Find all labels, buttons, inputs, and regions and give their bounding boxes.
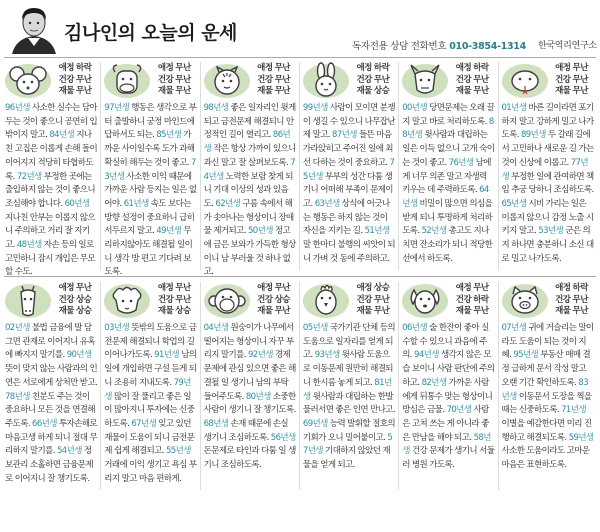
money-rating-value: 상승 — [76, 306, 92, 316]
money-rating — [352, 86, 398, 98]
birth-year: 64년생 — [402, 185, 489, 209]
fortune-sentence: 돈문제로 타인과 다툼 일 생기니 조심하도록. — [203, 446, 296, 471]
love-rating-label: 애정 — [157, 283, 174, 293]
fortune-sentence: 사람이 모이면 분쟁이 생길 수 있으니 나무잡난 제 말고. — [302, 103, 396, 141]
birth-year: 65년생 — [501, 198, 527, 209]
fortune-sentence: 많이 잘 풀리고 좋은 일이 많아지니 투자에는 신중하도록. — [104, 391, 195, 429]
fortune-text — [402, 102, 496, 268]
birth-year: 04년생 — [203, 323, 229, 333]
birth-year: 73년생 — [104, 157, 196, 182]
zodiac-snake-section — [499, 60, 597, 272]
health-rating-label: 건강 — [356, 294, 372, 305]
fortune-sentence: 뜻이 맞지 않는 사람과의 인연은 서로에게 상처만 받고. — [5, 364, 98, 388]
money-rating — [54, 86, 100, 98]
money-rating-value: 무난 — [76, 86, 92, 96]
birth-year: 71년생 — [561, 405, 586, 416]
health-rating-label: 건강 — [58, 294, 74, 305]
header-divider — [4, 57, 596, 58]
money-rating — [54, 306, 100, 318]
zodiac-dragon-section — [399, 60, 497, 272]
birth-year: 06년생 — [402, 323, 428, 333]
health-rating — [551, 295, 597, 307]
fortune-sentence: 속도 보다는 방향 설정이 중요하니 급히 서두르지 말고. — [104, 198, 195, 237]
birth-year: 07년생 — [501, 323, 527, 333]
birth-year: 81년생 — [302, 377, 392, 402]
fortune-sentence: 귀에 거슬리는 말이라도 도움이 되는 것이 지혜. — [501, 323, 594, 361]
health-rating — [451, 75, 497, 87]
fortune-sentence: 부부의 성간 다툼 생기니 어떠해 부족이 문제이고. — [302, 171, 393, 209]
health-rating-label: 건강 — [157, 74, 174, 85]
birth-year: 55년생 — [165, 446, 191, 457]
birth-year: 02년생 — [5, 323, 30, 333]
money-rating — [153, 86, 199, 98]
rabbit-icon — [302, 62, 350, 100]
money-rating-label: 재물 — [356, 86, 372, 96]
birth-year: 88년생 — [402, 116, 494, 141]
row-divider — [4, 276, 596, 277]
zodiac-monkey-section — [201, 280, 299, 492]
fortune-sentence: 남의 일에 개입하면 구설 듣게 되니 조용히 지내도록. — [104, 350, 197, 388]
health-rating — [253, 295, 299, 307]
birth-year: 74년생 — [203, 157, 296, 182]
fortune-sentence: 작은 항상 가까이 있으니 과신 말고 잘 살펴보도록. — [203, 144, 296, 168]
zodiac-pig-section — [499, 280, 597, 492]
money-rating — [451, 86, 497, 98]
fortune-sentence: 사소한 이익 때문에 가까운 사람 등지는 일은 없어야. — [104, 171, 197, 209]
money-rating-value: 무난 — [274, 86, 291, 96]
birth-year: 03년생 — [104, 323, 130, 333]
birth-year: 62년생 — [215, 198, 241, 209]
fortune-sentence: 사소한 실수는 담아두는 것이 좋으니 공연히 입 밖이지 말고. — [5, 103, 98, 141]
money-rating-value: 상승 — [175, 306, 191, 316]
zodiac-ox-section — [101, 60, 199, 278]
fortune-ratings — [451, 63, 497, 98]
love-rating-value: 무난 — [274, 283, 291, 293]
fortune-sentence: 부동산 매매 결정 급하게 문서 작성 말고 오랜 기간 확인하도록. — [501, 350, 591, 388]
love-rating-label: 애정 — [356, 63, 372, 73]
fortune-sentence: 사람은 고쳐 쓰는 게 아니라 좋은 만남을 해야 되고. — [402, 405, 489, 443]
fortune-sentence: 정고에 금은 보와가 가득한 형상이니 남 부러울 것 하나 없고. — [203, 226, 296, 278]
love-rating-label: 애정 — [58, 63, 74, 73]
fortune-sentence: 군은 의지 하나면 충분하니 소신 대로 밀고 나가도록. — [501, 226, 594, 264]
snake-icon — [501, 62, 549, 100]
money-rating-value: 무난 — [473, 306, 489, 316]
monkey-icon — [203, 282, 251, 320]
author-portrait — [8, 4, 60, 54]
birth-year: 91년생 — [154, 350, 180, 361]
birth-year: 66년생 — [32, 418, 57, 429]
health-rating — [54, 75, 100, 87]
love-rating — [153, 63, 199, 75]
birth-year: 05년생 — [302, 323, 328, 333]
birth-year: 86년생 — [203, 130, 291, 155]
money-rating — [153, 306, 199, 318]
love-rating-value: 하락 — [76, 63, 92, 73]
health-rating-label: 건강 — [58, 74, 74, 85]
fortune-ratings — [54, 63, 100, 98]
page-header — [0, 0, 600, 56]
fortune-text — [303, 102, 397, 268]
fortune-text — [502, 102, 596, 268]
fortune-sentence: 지나친 안부는 이롭지 않으니 주의하고 거리 잘 지키고. — [5, 212, 96, 251]
ox-icon — [103, 62, 151, 100]
zodiac-tiger-section — [201, 60, 299, 278]
health-rating-value: 무난 — [175, 74, 191, 85]
money-rating-label: 재물 — [157, 306, 174, 316]
fortune-sentence: 총고도 지나치면 잔소리가 되니 적당한 선에서 하도록. — [402, 226, 493, 264]
love-rating — [451, 283, 497, 295]
birth-year: 59년생 — [568, 432, 594, 443]
source-credit: 한국역리연구소 — [538, 41, 597, 51]
fortune-sentence: 바른 길이라면 포기하지 말고 강하게 밀고 나가도록. — [501, 103, 594, 141]
love-rating — [253, 283, 299, 295]
health-rating — [153, 75, 199, 87]
column-divider — [200, 282, 201, 490]
fortune-ratings — [551, 63, 597, 98]
health-rating-value: 무난 — [373, 294, 390, 305]
money-rating — [551, 306, 597, 318]
health-rating — [54, 295, 100, 307]
fortune-ratings — [352, 283, 398, 318]
love-rating-value: 무난 — [175, 283, 191, 293]
fortune-text — [104, 102, 198, 278]
fortune-sentence: 부정한 일에 관여하면 책임 추궁 당하니 조심하도록. — [501, 171, 594, 196]
fortune-sentence: 정보관리 소홀하면 금융문제로 이어지니 잘 챙기도록. — [5, 446, 93, 484]
love-rating-label: 애정 — [356, 283, 372, 293]
money-rating-value: 상승 — [373, 86, 390, 96]
fortune-sentence: 좋은 일자리인 윗게 되고 금전문제 해결되니 안정적인 길이 열리고. — [203, 103, 296, 141]
rooster-icon — [302, 282, 350, 320]
column-divider — [100, 282, 101, 490]
page-title: 김나인의 오늘의 운세 — [64, 22, 237, 44]
fortune-text — [204, 322, 298, 488]
fortune-sentence: 행동은 생각으로 부터 출발하니 궁정 마인드에 답하셔도 되는. — [104, 103, 197, 141]
fortune-sentence: 당면문제는 오래 끌지 말고 바로 처리하도록. — [402, 103, 495, 127]
love-rating-label: 애정 — [58, 283, 74, 293]
fortune-sentence: 구름 속에서 해가 솟아나는 형상이니 장애물 제거되고. — [203, 198, 294, 237]
fortune-text — [303, 322, 397, 488]
fortune-sentence: 뜻밖의 도움으로 금전문제 해결되니 학업의 길 이어나가도록. — [104, 323, 197, 361]
birth-year: 52년생 — [421, 226, 447, 237]
health-rating — [352, 295, 398, 307]
birth-year: 99년생 — [302, 103, 328, 113]
column-divider — [498, 282, 499, 490]
health-rating-value: 무난 — [373, 74, 390, 85]
birth-year: 96년생 — [5, 103, 30, 113]
column-divider — [398, 282, 399, 490]
health-rating-value: 무난 — [274, 74, 291, 85]
love-rating-value: 상승 — [373, 283, 390, 293]
birth-year: 57년생 — [302, 432, 393, 457]
fortune-sentence: 경제 문제에 관심 있으면 좋은 해결될 일 생기니 남의 부탁 들어주도록. — [203, 350, 296, 402]
health-rating-value: 하락 — [473, 294, 489, 305]
birth-year: 53년생 — [538, 226, 564, 237]
birth-year: 90년생 — [66, 350, 92, 361]
dog-icon — [401, 282, 449, 320]
birth-year: 49년생 — [156, 226, 182, 237]
fortune-sentence: 무리하지않아도 해결될 일이니 생각 방 편고 기다려 보도록. — [104, 226, 193, 278]
money-rating — [451, 306, 497, 318]
love-rating-value: 하락 — [572, 283, 588, 293]
fortune-sentence: 소중한 사람이 생기니 잘 챙기도록. — [203, 391, 296, 416]
phone-number: 010-3854-1314 — [449, 41, 526, 52]
love-rating — [551, 63, 597, 75]
love-rating-value: 하락 — [473, 63, 489, 73]
fortune-text — [5, 322, 99, 488]
love-rating-label: 애정 — [157, 63, 174, 73]
zodiac-dog-section — [399, 280, 497, 492]
birth-year: 51년생 — [364, 226, 390, 237]
birth-year: 94년생 — [414, 350, 439, 361]
fortune-sentence: 두 갈래 길에서 고민하나 새로운 길 가는 것이 신상에 이롭고. — [501, 130, 594, 168]
fortune-ratings — [54, 283, 100, 318]
rat-icon — [4, 62, 52, 100]
fortune-ratings — [352, 63, 398, 98]
birth-year: 89년생 — [520, 130, 546, 141]
fortune-sentence: 능력 발휘할 절호의 기회가 오니 밀어붙이고. — [302, 418, 395, 443]
birth-year: 79년생 — [104, 377, 191, 402]
zodiac-sheep-section — [101, 280, 199, 492]
fortune-sentence: 손재 때문에 손실 생기니 조심하도록. — [203, 418, 289, 443]
love-rating — [451, 63, 497, 75]
money-rating-value: 무난 — [175, 86, 191, 96]
fortune-ratings — [551, 283, 597, 318]
birth-year: 85년생 — [156, 130, 182, 141]
love-rating-value: 무난 — [274, 63, 291, 73]
fortune-sentence: 자손 등의 일로 고민하니 잠시 개입은 무모할 수도. — [5, 240, 96, 278]
love-rating — [352, 63, 398, 75]
birth-year: 67년생 — [131, 418, 157, 429]
fortune-sentence: 기대하지 않았던 재물을 얻게 되고. — [302, 446, 391, 471]
fortune-sentence: 노력한 보람 찾게 되니 기대 이상의 성과 있음도. — [203, 171, 293, 209]
birth-year: 60년생 — [64, 198, 90, 209]
fortune-sentence: 가까운 사람에게 뒤통수 맞는 형상이니 방심은 금물. — [402, 377, 493, 416]
fortune-sentence: 가까운 사이일수록 도가 과해 확실히 해두는 것이 좋고. — [104, 130, 195, 168]
column-divider — [299, 282, 300, 490]
money-rating-label: 재물 — [356, 306, 372, 316]
fortune-sentence: 사소한 도움이라도 고마운 마음은 표현하도록. — [501, 446, 590, 471]
fortune-sentence: 친분도 주는 것이 중요하니 모든 것을 연결해 주도록. — [5, 391, 96, 429]
health-rating — [153, 295, 199, 307]
sheep-icon — [103, 282, 151, 320]
column-divider — [398, 62, 399, 270]
fortune-sentence: 부정한 곳에는 출입하지 않는 것이 좋으니 조심해야 합니다. — [5, 171, 96, 209]
column-divider — [498, 62, 499, 270]
birth-year: 75년생 — [302, 157, 395, 182]
money-rating-label: 재물 — [555, 306, 571, 316]
birth-year: 50년생 — [247, 226, 273, 237]
fortune-sentence: 불법 금융에 발 담그면 관재로 이어지니 유혹에 빠지지 말기를. — [5, 323, 96, 361]
zodiac-rabbit-section — [300, 60, 398, 272]
column-divider — [299, 62, 300, 270]
dragon-icon — [401, 62, 449, 100]
money-rating — [551, 86, 597, 98]
pig-icon — [501, 282, 549, 320]
birth-year: 01년생 — [501, 103, 527, 113]
birth-year: 61년생 — [123, 198, 149, 209]
birth-year: 00년생 — [402, 103, 428, 113]
fortune-sentence: 이별을 예감한다면 미리 진행하고 해결되도록. — [501, 418, 592, 443]
love-rating — [54, 63, 100, 75]
money-rating — [253, 86, 299, 98]
money-rating-label: 재물 — [58, 306, 74, 316]
birth-year: 68년생 — [203, 418, 229, 429]
love-rating — [253, 63, 299, 75]
fortune-sentence: 윗사람 도움으로 이동문제 원만히 해결되니 한시름 놓게 되고. — [302, 350, 393, 388]
phone-info — [352, 38, 526, 52]
love-rating-value: 무난 — [572, 63, 588, 73]
health-rating — [352, 75, 398, 87]
love-rating — [153, 283, 199, 295]
birth-year: 54년생 — [56, 446, 82, 457]
love-rating-value: 무난 — [76, 283, 92, 293]
money-rating-value: 무난 — [473, 86, 489, 96]
health-rating — [451, 295, 497, 307]
birth-year: 58년생 — [402, 432, 491, 457]
birth-year: 63년생 — [314, 198, 340, 209]
health-rating-value: 무난 — [473, 74, 489, 85]
birth-year: 82년생 — [421, 377, 447, 388]
birth-year: 84년생 — [49, 130, 75, 141]
health-rating — [253, 75, 299, 87]
fortune-text — [5, 102, 99, 278]
fortune-ratings — [253, 63, 299, 98]
health-rating-label: 건강 — [257, 294, 273, 305]
money-rating-label: 재물 — [455, 86, 472, 96]
fortune-sentence: 잊고 있던 재물이 도움이 되니 금전문제 쉽게 해결되고. — [104, 418, 195, 457]
birth-year: 48년생 — [16, 240, 42, 251]
fortune-sentence: 거래에 이익 생기고 욕심 부리지 말고 마음 편하게. — [104, 460, 197, 484]
health-rating-label: 건강 — [555, 294, 571, 305]
birth-year: 78년생 — [5, 391, 30, 402]
love-rating-label: 애정 — [455, 63, 472, 73]
fortune-sentence: 건강 문제가 생기니 서둘러 병원 가도록. — [402, 446, 495, 471]
health-rating-label: 건강 — [455, 294, 472, 305]
zodiac-horse-section — [2, 280, 100, 492]
fortune-sentence: 비밀이 많으면 의심을 받게 되니 투명하게 처리하도록. — [402, 198, 493, 237]
zodiac-rooster-section — [300, 280, 398, 492]
health-rating-label: 건강 — [257, 74, 273, 85]
money-rating-label: 재물 — [257, 306, 273, 316]
money-rating-label: 재물 — [157, 86, 174, 96]
health-rating-label: 건강 — [356, 74, 372, 85]
birth-year: 98년생 — [203, 103, 229, 113]
fortune-sentence: 시비 가리는 일은 이롭지 않으니 감정 노출 시키지 말고. — [501, 198, 594, 237]
love-rating-label: 애정 — [257, 63, 273, 73]
money-rating-label: 재물 — [555, 86, 571, 96]
money-rating — [352, 306, 398, 318]
column-divider — [200, 62, 201, 270]
fortune-sentence: 지나친 고집은 이롭게 손해 돌이 이어지지 적당히 타협하도록. — [5, 130, 98, 182]
fortune-ratings — [253, 283, 299, 318]
tiger-icon — [203, 62, 251, 100]
health-rating-value: 상승 — [274, 294, 291, 305]
column-divider — [100, 62, 101, 270]
money-rating-value: 무난 — [373, 306, 390, 316]
fortune-sentence: 투자손해로 마음고생 하게 되니 절대 무리하지 말기를. — [5, 418, 98, 457]
money-rating-value: 무난 — [572, 306, 588, 316]
birth-year: 77년생 — [501, 157, 589, 182]
love-rating-value: 하락 — [373, 63, 390, 73]
fortune-sentence: 이동문서 도장을 찍을 때는 신중하도록. — [501, 391, 592, 416]
money-rating-value: 무난 — [572, 86, 588, 96]
health-rating-label: 건강 — [455, 74, 472, 85]
love-rating-label: 애정 — [455, 283, 472, 293]
fortune-sentence: 상식에 어긋나는 행동은 하지 않는 것이 자신을 지키는 길. — [302, 198, 390, 237]
love-rating — [551, 283, 597, 295]
horse-icon — [4, 282, 52, 320]
fortune-sentence: 원숭이가 나무에서 떨어지는 형상이니 자꾸 부리지 말기를. — [203, 323, 294, 361]
love-rating-label: 애정 — [555, 63, 571, 73]
fortune-sentence: 윗사람과 대립하는 한발 물러서면 좋은 인연 만나고. — [302, 391, 396, 416]
fortune-sentence: 들뜬 마음 가라앉히고 주어진 일에 최선 다하는 것이 중요하고. — [302, 130, 393, 168]
birth-year: 76년생 — [448, 157, 474, 168]
love-rating-label: 애정 — [555, 283, 571, 293]
birth-year: 92년생 — [247, 350, 273, 361]
fortune-text — [502, 322, 596, 488]
health-rating-value: 무난 — [572, 74, 588, 85]
fortune-ratings — [153, 63, 199, 98]
phone-label: 독자전용 상담 전화번호 — [352, 41, 447, 52]
love-rating-value: 무난 — [175, 63, 191, 73]
fortune-sentence: 술 한잔이 좋아 실수할 수 있으니 과음에 주의. — [402, 323, 489, 361]
fortune-ratings — [451, 283, 497, 318]
health-rating — [551, 75, 597, 87]
health-rating-value: 무난 — [76, 74, 92, 85]
health-rating-value: 무난 — [572, 294, 588, 305]
birth-year: 93년생 — [314, 350, 340, 361]
fortune-sentence: 생각지 않은 모습 보이니 사람 판단에 주의하고. — [402, 350, 495, 388]
fortune-sentence: 윗사람과 대립하는 일은 이득 없으니 고개 숙이는 것이 좋고. — [402, 130, 495, 168]
fortune-text — [402, 322, 496, 488]
birth-year: 70년생 — [446, 405, 472, 416]
money-rating — [253, 306, 299, 318]
birth-year: 69년생 — [302, 418, 328, 429]
fortune-sentence: 말 한마디 불행의 씨앗이 되니 가벼 것 동에 주의하고. — [302, 240, 396, 264]
health-rating-value: 상승 — [76, 294, 92, 305]
birth-year: 56년생 — [270, 432, 296, 443]
love-rating — [54, 283, 100, 295]
love-rating-value: 무난 — [473, 283, 489, 293]
fortune-ratings — [153, 283, 199, 318]
love-rating — [352, 283, 398, 295]
birth-year: 87년생 — [332, 130, 357, 141]
money-rating-label: 재물 — [455, 306, 472, 316]
fortune-sentence: 국가기관 단체 등의 도움으로 일자리를 얻게 되고. — [302, 323, 395, 361]
health-rating-label: 건강 — [157, 294, 174, 305]
birth-year: 95년생 — [513, 350, 539, 361]
money-rating-label: 재물 — [58, 86, 74, 96]
birth-year: 97년생 — [104, 103, 130, 113]
health-rating-label: 건강 — [555, 74, 571, 85]
birth-year: 72년생 — [16, 171, 42, 182]
birth-year: 83년생 — [501, 377, 589, 402]
birth-year: 80년생 — [245, 391, 271, 402]
fortune-text — [203, 102, 298, 278]
zodiac-rat-section — [2, 60, 100, 278]
health-rating-value: 무난 — [175, 294, 191, 305]
fortune-text — [104, 322, 198, 488]
fortune-sentence: 남에게 너무 의존 말고 자생력 키우는 데 주력하도록. — [402, 157, 491, 196]
money-rating-value: 무난 — [274, 306, 291, 316]
money-rating-label: 재물 — [257, 86, 273, 96]
love-rating-label: 애정 — [257, 283, 273, 293]
